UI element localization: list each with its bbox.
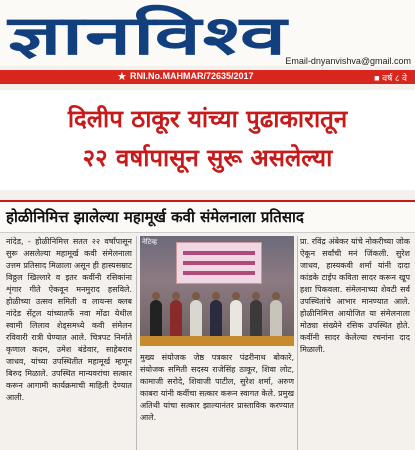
masthead	[0, 0, 415, 66]
rni-number: RNI.No.MAHMAR/72635/2017	[130, 71, 254, 81]
article-column-3: प्रा. रविंद्र अंबेकर यांचे नोकरीच्या जोक ऐकून सर्वांची मनं जिंकली. सुरेश जाधव, हास्यकवी शर्मा यांनी दादा कांडके टाईप कविता सादर करून खूप हशा पिकवला. संमेलनाच्या शेवटी सर्व उपस्थितांचे आभार मानण्यात आले. होळीनिमित्त आयोजित या संमेलनाला मोठ्या संख्येने रसिक उपस्थित होते. कवींनी सादर केलेल्या रचनांना दाद मिळाली.	[300, 237, 410, 354]
stage-banner	[176, 242, 262, 284]
star-icon: ★	[117, 71, 127, 83]
edition-year: ■ वर्ष ८ वे	[374, 73, 407, 83]
sub-headline-text: होळीनिमित्त झालेल्या महामूर्ख कवी संमेलनाला प्रतिसाद	[6, 208, 304, 226]
sub-headline	[0, 200, 415, 233]
column-divider	[297, 236, 298, 450]
article-column-2: मुख्य संयोजक जेष्ठ पत्रकार पंढरीनाथ बोकारे, संयोजक समिती सदस्य राजेसिंह ठाकूर, शिवा लोट, कामाजी सरोदे, शिवाजी पाटील, सुरेश शर्मा, अरुण काबरा यांनी कवींचा सत्कार करून स्वागत केले. प्रमुख अतिथी यांचा सत्कार झाल्यानंतर प्रास्ताविक करण्यात आले.	[140, 353, 294, 422]
main-headline	[0, 90, 415, 190]
info-bar	[0, 70, 415, 84]
headline-line-2: २२ वर्षापासून सुरू असलेल्या	[82, 144, 333, 172]
column-divider	[136, 236, 137, 450]
photo-caption-label: नेटिव्ह	[142, 238, 157, 246]
newspaper-title: ज्ञानविश्व	[8, 3, 288, 67]
contact-email: Email-dnyanvishva@gmail.com	[285, 56, 411, 66]
event-photo	[140, 236, 294, 346]
article-column-1: नांदेड, - होळीनिमित्त सतत २२ वर्षांपासून सुरू असलेल्या महामूर्ख कवी संमेलनाला उत्तम प्रतिसाद मिळाला असून ही हास्यसम्राट विठ्ठल खिल्लारे व इतर कवींनी रसिकांना शृंगार गीते ऐकवून मनमुराद हसविले. होळीच्या उत्सव समिती व लायन्स क्लब नांदेड सेंट्रल यांच्यातर्फे नवा मोंढा येथील स्वामी लिलाव शेड्समध्ये कवी संमेलन रविवारी रात्री घेण्यात आले. चित्रपट निर्माते कृणाल कदम, उमेश बंडेवार, साहेबराव जाधव, यांच्या उपस्थितीत महामूर्ख म्हणून बिरुद मिळाले. उपस्थित मान्यवरांचा सत्कार करून आगामी कार्यक्रमाची माहिती देण्यात आली.	[6, 237, 132, 402]
flower-decoration	[140, 336, 294, 346]
headline-line-1: दिलीप ठाकूर यांच्या पुढाकारातून	[67, 105, 348, 133]
